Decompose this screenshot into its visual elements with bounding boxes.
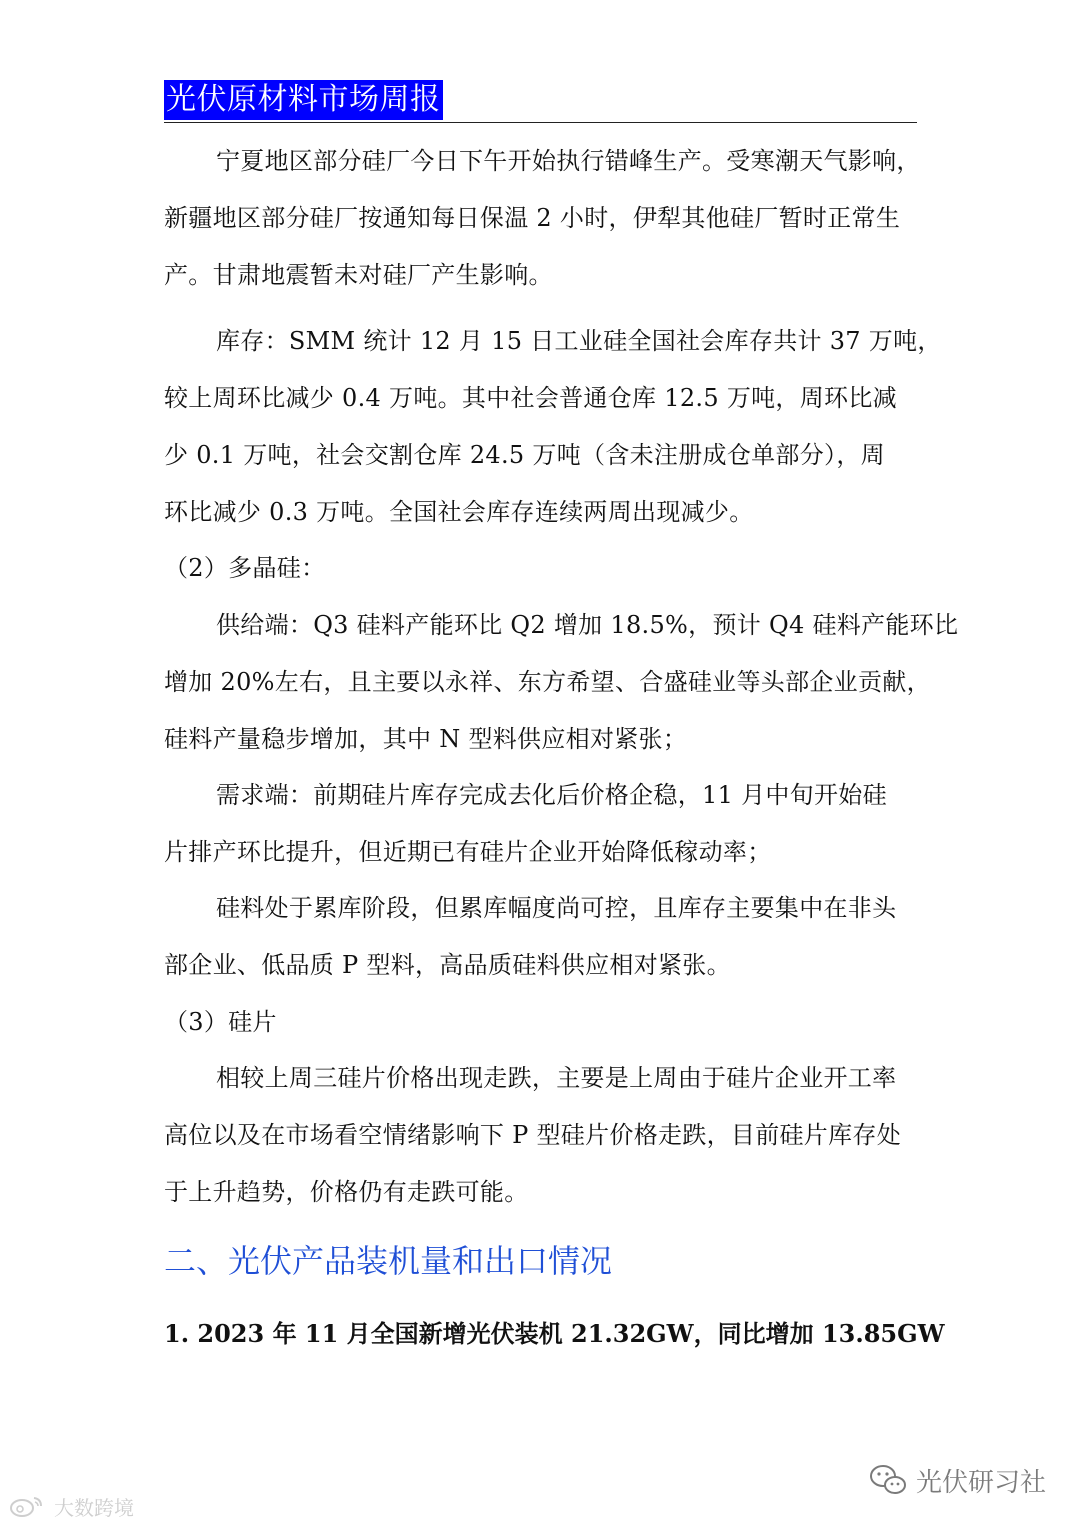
watermark-right [868,1458,1046,1502]
section-heading: 二、光伏产品装机量和出口情况 [164,1242,613,1280]
text-line: 于上升趋势，价格仍有走跌可能。 [164,1178,529,1206]
report-title: 光伏原材料市场周报 [164,80,443,120]
text-line: 少 0.1 万吨，社会交割仓库 24.5 万吨（含未注册成仓单部分），周 [164,441,885,469]
watermark-left-text: 大数跨境 [54,1495,134,1520]
sub-heading: 1. 2023 年 11 月全国新增光伏装机 21.32GW，同比增加 13.85GW [164,1319,945,1348]
text-line: 新疆地区部分硅厂按通知每日保温 2 小时，伊犁其他硅厂暂时正常生 [164,204,901,232]
paragraph-production [164,133,924,304]
text-line: 硅料处于累库阶段，但累库幅度尚可控，且库存主要集中在非头 [216,894,897,922]
paragraph-stock-status [164,880,924,994]
text-line: 供给端：Q3 硅料产能环比 Q2 增加 18.5%，预计 Q4 硅料产能环比 [216,611,959,639]
subsection-polysilicon-heading [164,540,924,597]
text-line: 环比减少 0.3 万吨。全国社会库存连续两周出现减少。 [164,498,754,526]
watermark-right-text: 光伏研习社 [916,1467,1047,1498]
paragraph-supply [164,597,959,768]
text-line: （3）硅片 [164,1008,277,1036]
text-line: 需求端：前期硅片库存完成去化后价格企稳，11 月中旬开始硅 [216,781,887,809]
text-line: 高位以及在市场看空情绪影响下 P 型硅片价格走跌，目前硅片库存处 [164,1121,902,1149]
report-header [164,78,917,123]
subsection-wafer-heading [164,994,924,1051]
paragraph-demand [164,767,924,881]
text-line: 部企业、低品质 P 型料，高品质硅料供应相对紧张。 [164,951,731,979]
text-line: 增加 20%左右，且主要以永祥、东方希望、合盛硅业等头部企业贡献， [164,668,931,696]
text-line: 相较上周三硅片价格出现走跌，主要是上周由于硅片企业开工率 [216,1064,897,1092]
wechat-icon [868,1462,908,1498]
watermark-left [8,1492,134,1520]
text-line: （2）多晶硅： [164,554,326,582]
text-line: 产。甘肃地震暂未对硅厂产生影响。 [164,261,553,289]
text-line: 片排产环比提升，但近期已有硅片企业开始降低稼动率； [164,838,772,866]
text-line: 宁夏地区部分硅厂今日下午开始执行错峰生产。受寒潮天气影响， [216,147,921,175]
text-line: 硅料产量稳步增加，其中 N 型料供应相对紧张； [164,725,688,753]
paragraph-wafer [164,1050,924,1221]
text-line: 库存：SMM 统计 12 月 15 日工业硅全国社会库存共计 37 万吨， [216,327,942,355]
weibo-logo-icon [8,1494,48,1518]
text-line: 较上周环比减少 0.4 万吨。其中社会普通仓库 12.5 万吨，周环比减 [164,384,897,412]
paragraph-inventory [164,313,942,541]
